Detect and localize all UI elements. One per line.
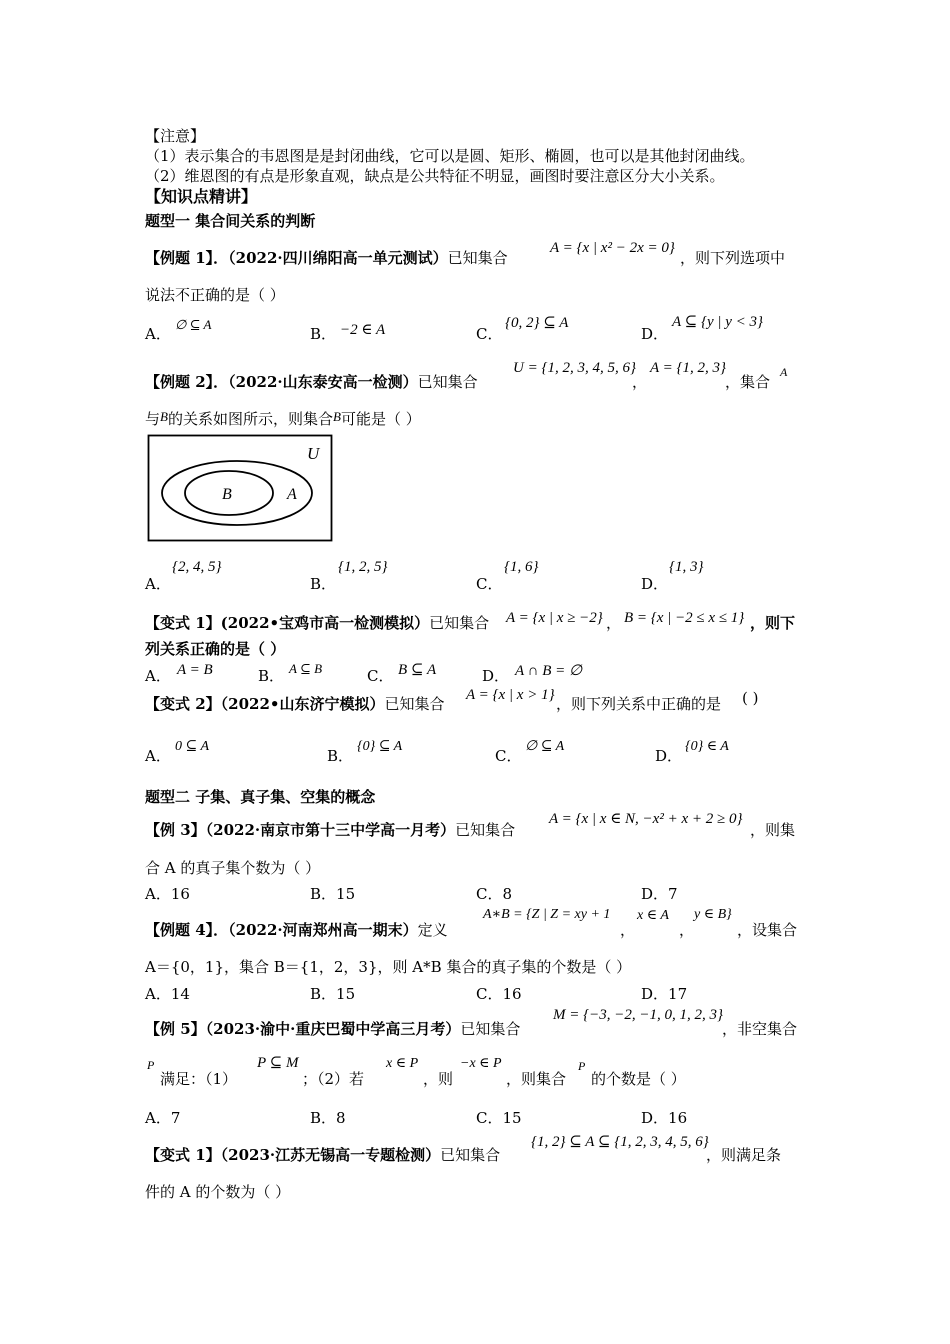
var1-option-d[interactable]: D． <box>482 667 510 685</box>
ex5-option-c[interactable]: C．15 <box>476 1109 522 1127</box>
ex1-option-a-math: ∅ ⊆ A <box>175 317 212 332</box>
type2-title: 题型二 子集、真子集、空集的概念 <box>145 788 376 806</box>
ex5-formula: M = {−3, −2, −1, 0, 1, 2, 3} <box>553 1007 723 1023</box>
ex2-line1 <box>145 373 478 391</box>
ex2-option-d-math: {1, 3} <box>669 559 704 575</box>
ex1-line2: 说法不正确的是（ ） <box>145 286 285 304</box>
var2-option-a[interactable]: A． <box>145 747 171 765</box>
ex5-option-d[interactable]: D．16 <box>641 1109 688 1127</box>
ex5-line2-d: ，则集合 <box>506 1070 567 1088</box>
ex3-option-c[interactable]: C．8 <box>476 885 513 903</box>
var1-option-b-math: A ⊆ B <box>289 661 323 676</box>
ex3-line1 <box>145 821 515 839</box>
ex1-option-b[interactable]: B． <box>310 325 337 343</box>
ex2-option-b[interactable]: B． <box>310 575 337 593</box>
ex3-label: 【例 3】（2022·南京市第十三中学高一月考） <box>145 821 456 839</box>
ex1-option-c[interactable]: C． <box>476 325 503 343</box>
venn-label-b: B <box>222 486 232 503</box>
var1-option-b[interactable]: B． <box>258 667 285 685</box>
ex5-line2-b: ；（2）若 <box>302 1070 365 1088</box>
ex5-P2: P <box>578 1059 586 1073</box>
section-header: 【知识点精讲】 <box>145 187 258 206</box>
ex1-post: ，则下列选项中 <box>680 249 786 267</box>
ex2-option-c-math: {1, 6} <box>504 559 539 575</box>
ex1-line1 <box>145 249 508 267</box>
type1-title: 题型一 集合间关系的判断 <box>145 212 316 230</box>
ex1-pre: 已知集合 <box>447 249 508 267</box>
note-line-2: （2）维恩图的有点是形象直观，缺点是公共特征不明显，画图时要注意区分大小关系。 <box>145 167 725 185</box>
var1-formula1: A = {x | x ≥ −2} <box>506 610 603 626</box>
ex4-comma2: ， <box>679 921 695 939</box>
ex3-pre: 已知集合 <box>455 821 516 839</box>
ex1-option-d[interactable]: D． <box>641 325 669 343</box>
ex4-formula3: y ∈ B} <box>694 907 732 922</box>
ex2-post: ，集合 <box>725 373 771 391</box>
ex4-pre: 定义 <box>417 921 448 939</box>
var2-option-d-math: {0} ∈ A <box>685 739 729 754</box>
ex4-option-d[interactable]: D．17 <box>641 985 688 1003</box>
ex2-setA: A <box>780 365 788 379</box>
ex2-setB: B <box>160 409 168 424</box>
ex4-formula2: x ∈ A <box>637 908 669 923</box>
ex4-option-b[interactable]: B．15 <box>310 985 356 1003</box>
var1-line1 <box>145 614 489 632</box>
var1-pre: 已知集合 <box>429 614 490 632</box>
var1-label: 【变式 1】(2022•宝鸡市高一检测模拟） <box>145 614 430 632</box>
var2-label: 【变式 2】（2022•山东济宁模拟） <box>145 695 385 713</box>
ex3-line2: 合 A 的真子集个数为（ ） <box>145 859 321 877</box>
var3-post: ，则满足条 <box>706 1146 782 1164</box>
ex5-f3: −x ∈ P <box>460 1056 502 1071</box>
ex5-line2-e: 的个数是（ ） <box>591 1070 686 1088</box>
ex2-option-d[interactable]: D． <box>641 575 669 593</box>
var2-paren: ( ) <box>742 689 759 707</box>
ex2-formula2: A = {1, 2, 3} <box>650 360 727 376</box>
ex1-option-c-math: {0, 2} ⊆ A <box>505 315 569 331</box>
ex5-line2-a: 满足：（1） <box>160 1070 238 1088</box>
ex5-f2: x ∈ P <box>386 1056 419 1071</box>
ex5-option-b[interactable]: B．8 <box>310 1109 346 1127</box>
var2-option-d[interactable]: D． <box>655 747 683 765</box>
var1-post: ，则下 <box>750 614 796 632</box>
var1-comma: ， <box>606 614 622 632</box>
var2-formula: A = {x | x > 1} <box>466 687 555 703</box>
ex4-line1 <box>145 921 448 939</box>
var1-option-c-math: B ⊆ A <box>398 662 437 678</box>
var2-option-c-math: ∅ ⊆ A <box>525 739 565 754</box>
var2-post: ，则下列关系中正确的是 <box>556 695 722 713</box>
ex2-option-a[interactable]: A． <box>145 575 171 593</box>
ex3-formula: A = {x | x ∈ N, −x² + x + 2 ≥ 0} <box>549 811 743 827</box>
ex4-comma1: ， <box>620 921 636 939</box>
ex5-P: P <box>147 1058 155 1072</box>
ex4-post: ，设集合 <box>737 921 798 939</box>
ex3-option-d[interactable]: D．7 <box>641 885 678 903</box>
venn-diagram <box>147 434 335 544</box>
var2-line1 <box>145 695 445 713</box>
ex2-option-b-math: {1, 2, 5} <box>338 559 388 575</box>
var2-option-c[interactable]: C． <box>495 747 522 765</box>
ex2-option-c[interactable]: C． <box>476 575 503 593</box>
var3-line2: 件的 A 的个数为（ ） <box>145 1183 291 1201</box>
var3-label: 【变式 1】（2023·江苏无锡高一专题检测） <box>145 1146 441 1164</box>
ex1-label: 【例题 1】．（2022·四川绵阳高一单元测试） <box>145 249 448 267</box>
venn-label-u: U <box>307 444 320 463</box>
ex2-comma: ， <box>632 373 648 391</box>
var3-formula: {1, 2} ⊆ A ⊆ {1, 2, 3, 4, 5, 6} <box>531 1134 709 1150</box>
ex5-option-a[interactable]: A．7 <box>145 1109 181 1127</box>
ex5-line2-c: ，则 <box>423 1070 454 1088</box>
ex4-option-a[interactable]: A．14 <box>145 985 190 1003</box>
var2-option-b-math: {0} ⊆ A <box>357 739 403 754</box>
ex3-post: ，则集 <box>750 821 796 839</box>
ex2-line2: 与B的关系如图所示，则集合B可能是（ ） <box>145 409 421 428</box>
ex1-option-d-math: A ⊆ {y | y < 3} <box>672 314 764 330</box>
ex5-label: 【例 5】（2023·渝中·重庆巴蜀中学高三月考） <box>145 1020 461 1038</box>
ex5-line1 <box>145 1020 520 1038</box>
ex1-option-b-math: −2 ∈ A <box>340 322 386 338</box>
var3-line1 <box>145 1146 500 1164</box>
var2-option-a-math: 0 ⊆ A <box>175 739 210 754</box>
var2-option-b[interactable]: B． <box>327 747 354 765</box>
ex4-option-c[interactable]: C．16 <box>476 985 522 1003</box>
ex5-f1: P ⊆ M <box>257 1055 299 1071</box>
ex1-option-a[interactable]: A． <box>145 325 171 343</box>
var1-formula2: B = {x | −2 ≤ x ≤ 1} <box>624 610 745 626</box>
ex3-option-b[interactable]: B．15 <box>310 885 356 903</box>
var1-option-d-math: A ∩ B = ∅ <box>515 663 583 679</box>
ex4-formula1: A∗B = {Z | Z = xy + 1 <box>483 907 611 922</box>
var1-option-a-math: A = B <box>177 662 213 678</box>
ex5-pre: 已知集合 <box>460 1020 521 1038</box>
var3-pre: 已知集合 <box>440 1146 501 1164</box>
var2-pre: 已知集合 <box>384 695 445 713</box>
ex2-option-a-math: {2, 4, 5} <box>172 559 222 575</box>
ex4-line2: A＝{0，1}，集合 B＝{1，2，3}，则 A*B 集合的真子集的个数是（ ） <box>145 958 632 976</box>
venn-label-a: A <box>287 486 297 503</box>
var1-line2: 列关系正确的是（ ） <box>145 640 286 658</box>
ex5-post: ，非空集合 <box>722 1020 798 1038</box>
var1-option-c[interactable]: C． <box>367 667 394 685</box>
ex3-option-a[interactable]: A．16 <box>145 885 190 903</box>
ex4-label: 【例题 4】．（2022·河南郑州高一期末） <box>145 921 418 939</box>
note-header: 【注意】 <box>145 127 206 145</box>
ex1-formula: A = {x | x² − 2x = 0} <box>550 240 675 256</box>
ex2-pre: 已知集合 <box>417 373 478 391</box>
ex2-label: 【例题 2】．（2022·山东泰安高一检测） <box>145 373 418 391</box>
var1-option-a[interactable]: A． <box>145 667 171 685</box>
ex2-formula1: U = {1, 2, 3, 4, 5, 6} <box>513 360 636 376</box>
note-line-1: （1）表示集合的韦恩图是是封闭曲线，它可以是圆、矩形、椭圆，也可以是其他封闭曲线。 <box>145 147 755 165</box>
